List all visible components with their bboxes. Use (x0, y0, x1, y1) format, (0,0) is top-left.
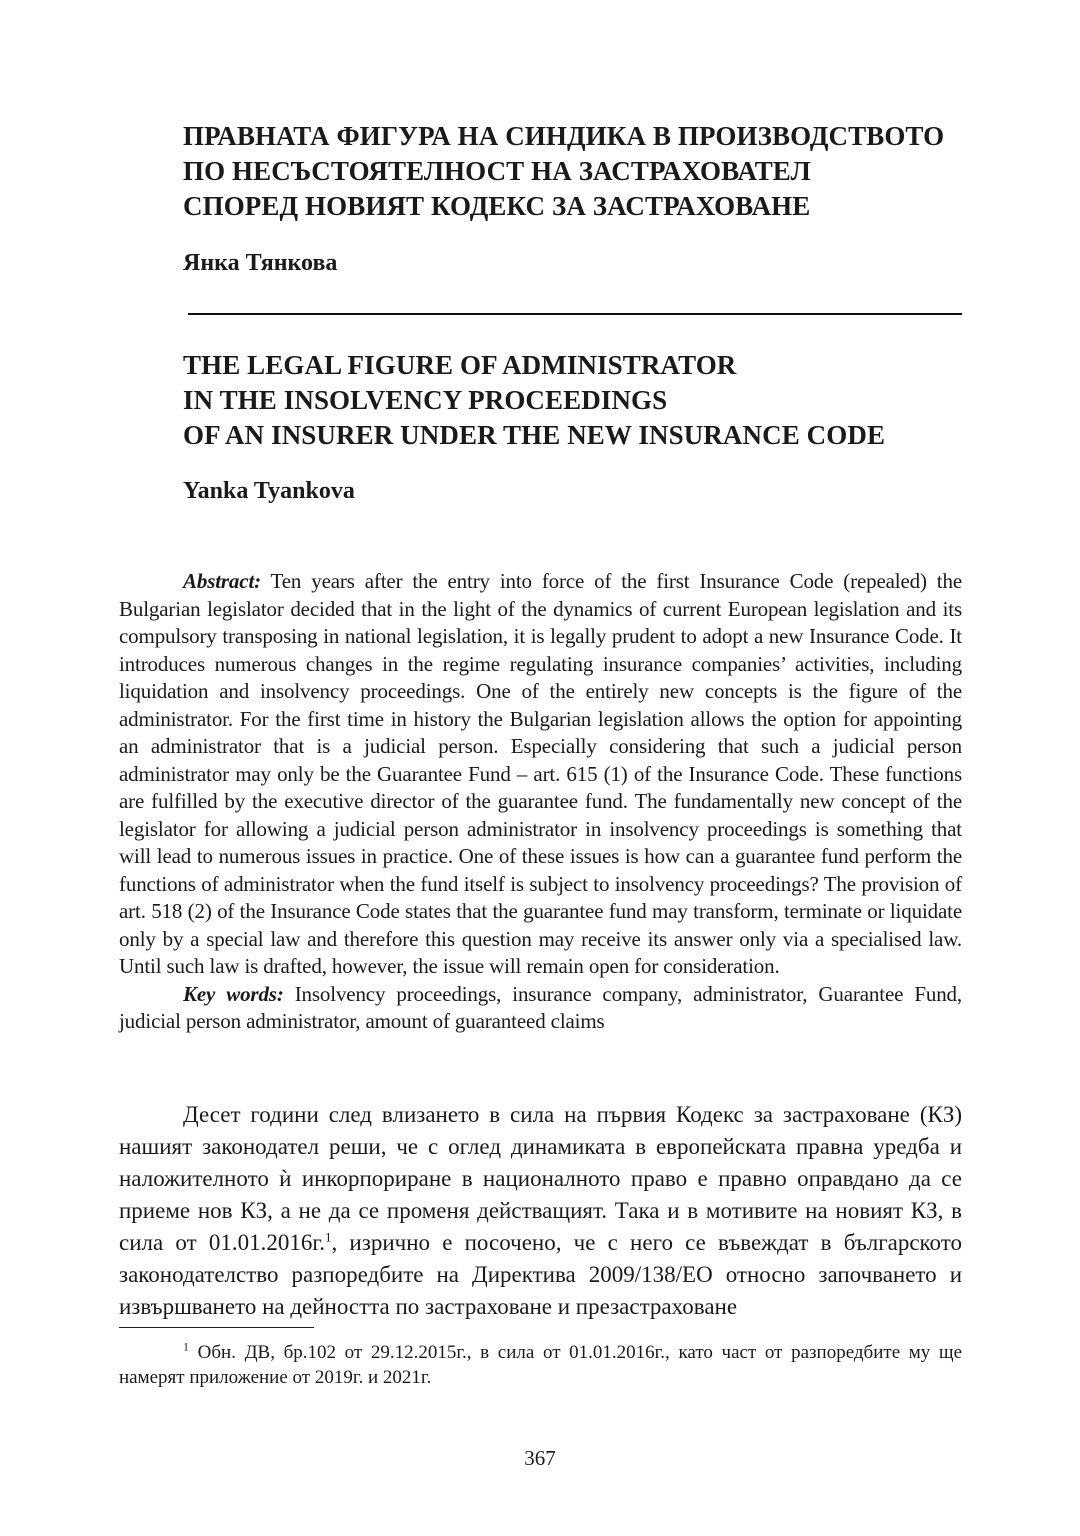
abstract-paragraph (119, 568, 962, 981)
footnote (119, 1340, 962, 1390)
author-bulgarian: Янка Тянкова (183, 250, 338, 276)
title-bulgarian (183, 119, 983, 224)
body-section (119, 1099, 962, 1323)
footnote-paragraph (119, 1340, 962, 1390)
title-en-line-1: THE LEGAL FIGURE OF ADMINISTRATOR (183, 350, 737, 380)
title-en-line-3: OF AN INSURER UNDER THE NEW INSURANCE CODE (183, 420, 886, 450)
body-text-part-1: Десет години след влизането в сила на първия Кодекс за застраховане (КЗ) нашият законодател реши, че с оглед динамиката в европейската правна уредба и наложителното ѝ инкорпориране в националното право е правно оправдано да се приеме нов КЗ, а не да се променя действащият. Така и в мотивите на новият КЗ, в сила от 01.01.2016г. (119, 1102, 962, 1255)
body-paragraph (119, 1099, 962, 1323)
keywords-text: Insolvency proceedings, insurance company, administrator, Guarantee Fund, judicial person administrator, amount of guaranteed claims (119, 981, 963, 1033)
footnote-separator (119, 1327, 314, 1328)
title-english (183, 348, 983, 453)
footnote-text: Обн. ДВ, бр.102 от 29.12.2015г., в сила от 01.01.2016г., като част от разпоредбите му ще намерят приложение от 2019г. и 2021г. (119, 1342, 962, 1388)
keywords-paragraph (119, 981, 962, 1036)
title-bg-line-3: СПОРЕД НОВИЯТ КОДЕКС ЗА ЗАСТРАХОВАНЕ (183, 191, 811, 221)
abstract-section (119, 568, 962, 1036)
title-en-line-2: IN THE INSOLVENCY PROCEEDINGS (183, 385, 668, 415)
title-bg-line-2: ПО НЕСЪСТОЯТЕЛНОСТ НА ЗАСТРАХОВАТЕЛ (183, 156, 811, 186)
title-separator-rule (188, 313, 962, 315)
abstract-label: Abstract: (183, 569, 261, 593)
title-bg-line-1: ПРАВНАТА ФИГУРА НА СИНДИКА В ПРОИЗВОДСТВОТО (183, 121, 945, 151)
keywords-label: Key words: (183, 981, 284, 1006)
abstract-text: Ten years after the entry into force of the first Insurance Code (repealed) the Bulgarian legislator decided that in the light of the dynamics of current European legislation and its compulsory transposing in national legislation, it is legally prudent to adopt a new Insurance Code. It introduces numerous changes in the regime regulating insurance companies’ activities, including liquidation and insolvency proceedings. One of the entirely new concepts is the figure of the administrator. For the first time in history the Bulgarian legislation allows the option for appointing an administrator that is a judicial person. Especially considering that such a judicial person administrator may only be the Guarantee Fund – art. 615 (1) of the Insurance Code. These functions are fulfilled by the executive director of the guarantee fund. The fundamentally new concept of the legislator for allowing a judicial person administrator in insolvency proceedings is something that will lead to numerous issues in practice. One of these issues is how can a guarantee fund perform the functions of administrator when the fund itself is subject to insolvency proceedings? The provision of art. 518 (2) of the Insurance Code states that the guarantee fund may transform, terminate or liquidate only by a special law and therefore this question may receive its answer only via a specialised law. Until such law is drafted, however, the issue will remain open for consideration. (119, 569, 962, 978)
page-number: 367 (524, 1446, 556, 1470)
body-text-part-2: , изрично е посочено, че с него се въвеждат в българското законодателство разпоредбите на Директива 2009/138/ЕО относно започването и извършването на дейността по застраховане и презастраховане (119, 1230, 962, 1319)
footnote-marker: 1 (183, 1339, 189, 1354)
footnote-reference[interactable]: 1 (324, 1229, 332, 1245)
author-english: Yanka Tyankova (183, 478, 355, 504)
